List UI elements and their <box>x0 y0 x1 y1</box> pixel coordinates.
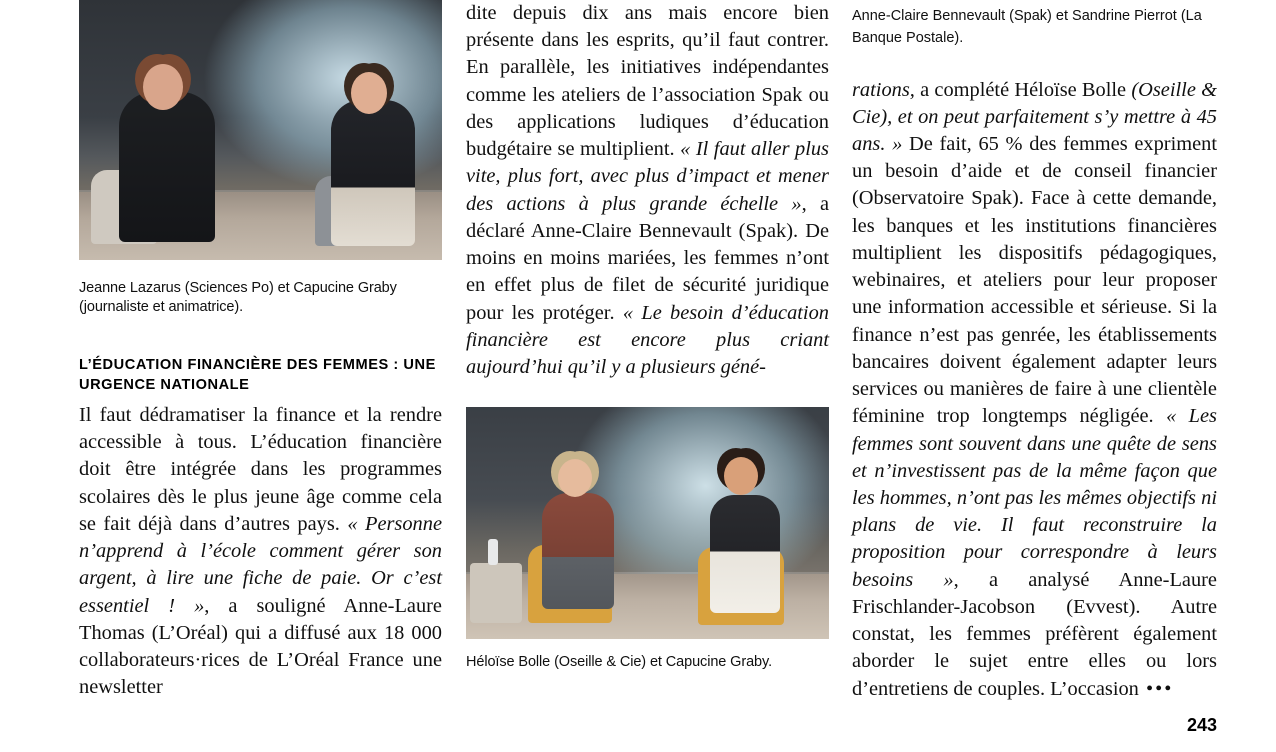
column-left <box>79 0 442 702</box>
left-column-body-text: Il faut dédramatiser la finance et la rendre accessible à tous. L’éducation financière doit être intégrée dans les programmes scolaires dès le plus jeune âge comme cela se fait déjà dans d’autres pays. « Personne n’apprend à l’école comment gérer son argent, à lire une fiche de paie. Or c’est essentiel ! », a souligné Anne-Laure Thomas (L’Oréal) qui a diffusé aux 18 000 collaborateurs·rices de L’Oréal France une newsletter <box>79 404 442 699</box>
photo-panel-discussion-heloise-bolle <box>466 407 829 639</box>
figure-photo-2 <box>466 407 829 672</box>
middle-column-body-text: dite depuis dix ans mais encore bien présente dans les esprits, qu’il faut contrer. En parallèle, les initiatives indépendantes comme les ateliers de l’association Spak ou des applications ludiques d’éducation budgétaire se multiplient. « Il faut aller plus vite, plus fort, avec plus d’impact et mener des actions à plus grande échelle », a déclaré Anne-Claire Bennevault (Spak). De moins en moins mariées, les femmes n’ont en effet plus de filet de sécurité juridique pour les protéger. « Le besoin d’éducation financière est encore plus criant aujourd’hui qu’il y a plusieurs géné- <box>466 2 829 379</box>
right-column-body-text: rations, a complété Héloïse Bolle (Oseille & Cie), et on peut parfaitement s’y mettre à 45 ans. » De fait, 65 % des femmes expriment un besoin d’aide et de conseil financier (Observatoire Spak). Face à cette demande, les banques et les institutions financières multiplient les dispositifs pédagogiques, webinaires, et ateliers pour leur proposer une information accessible et sérieuse. Si la finance n’est pas genrée, les établissements bancaires doivent également adapter leurs services ou manières de faire à une clientèle féminine trop longtemps négligée. « Les femmes sont souvent dans une quête de sens et n’investissent pas de la même façon que les hommes, n’ont pas les mêmes objectifs ni plans de vie. Il faut reconstruire la proposition pour correspondre à leurs besoins », a analysé Anne-Laure Frischlander-Jacobson (Evvest). Autre constat, les femmes préfèrent également aborder le sujet entre elles ou lors d’entretiens de couples. L’occasion ••• <box>852 78 1218 700</box>
section-heading: L’ÉDUCATION FINANCIÈRE DES FEMMES : UNE URGENCE NATIONALE <box>79 356 436 394</box>
photo-1-caption: Jeanne Lazarus (Sciences Po) et Capucine Graby (journaliste et animatrice). <box>79 280 397 316</box>
figure-photo-1 <box>79 0 442 318</box>
photo-panel-discussion-jeanne-lazarus <box>79 0 442 260</box>
page-number: 243 <box>1186 715 1217 735</box>
photo-2-caption: Héloïse Bolle (Oseille & Cie) et Capucine Graby. <box>466 654 773 671</box>
column-right <box>852 0 1217 703</box>
column-middle <box>466 0 829 673</box>
continuation-marker: ••• <box>1138 677 1174 700</box>
photo-3-caption-continuation: Anne-Claire Bennevault (Spak) et Sandrine Pierrot (La Banque Postale). <box>852 8 1202 46</box>
